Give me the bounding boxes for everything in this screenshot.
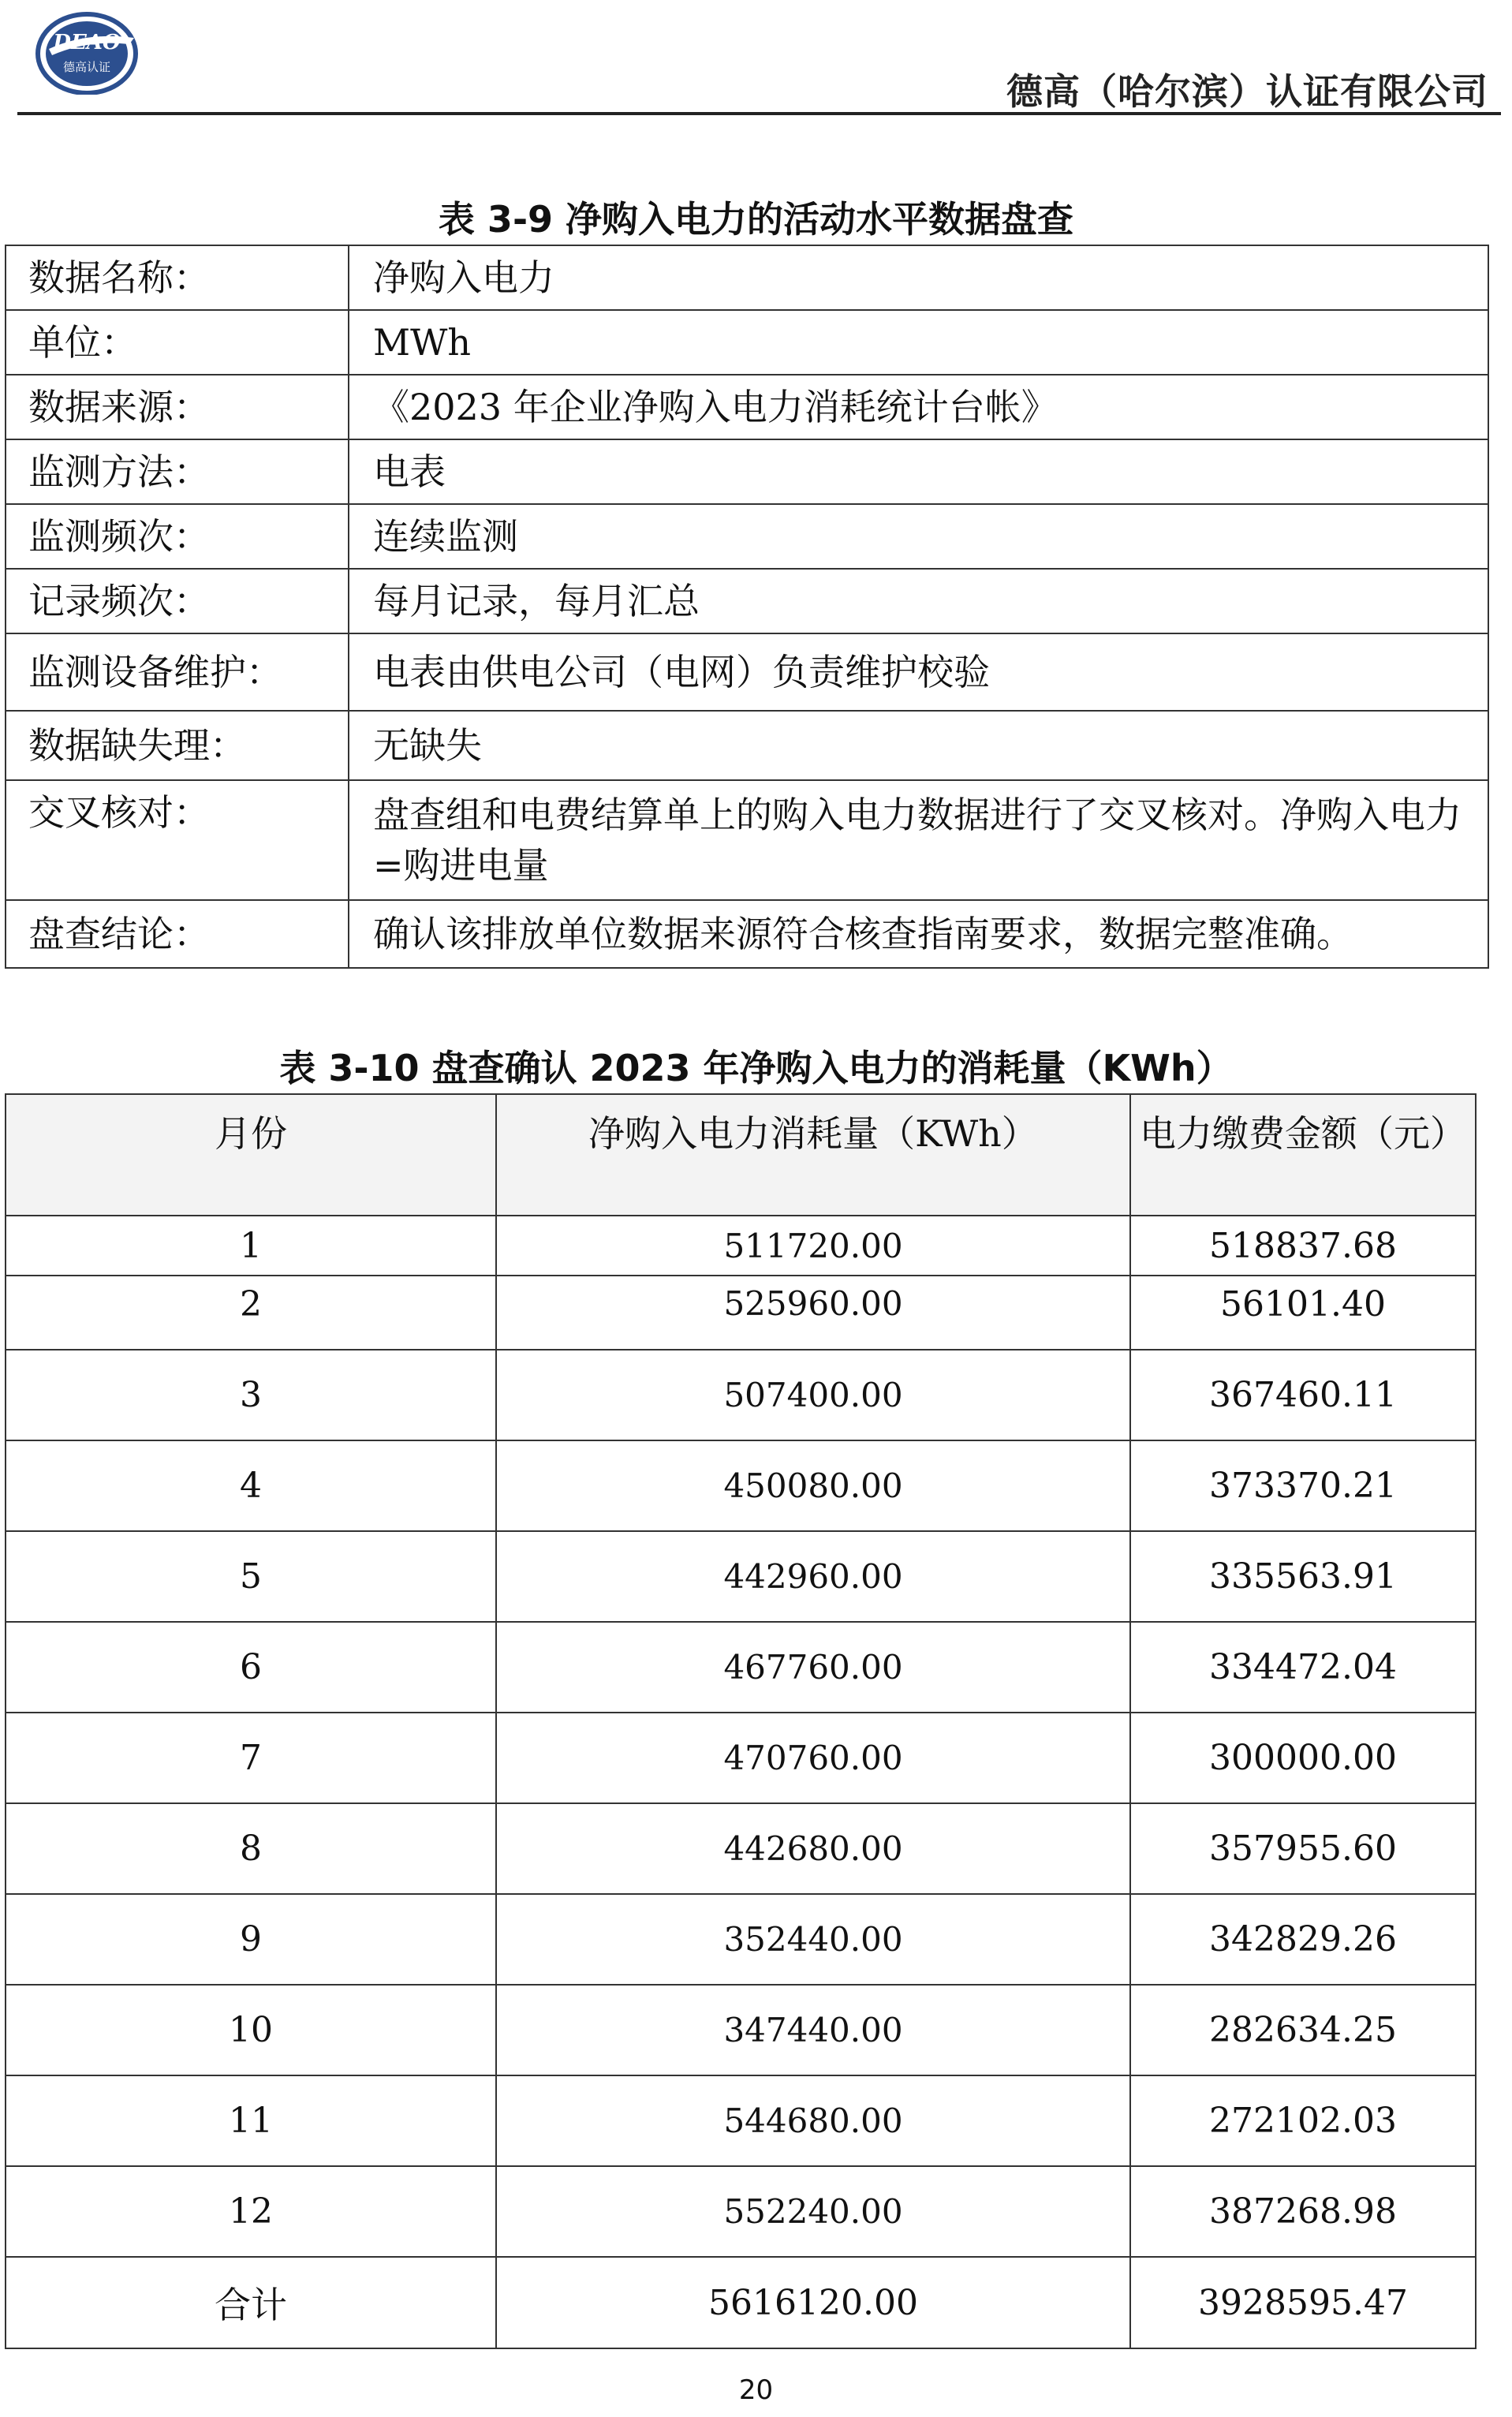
logo-text-bottom: 德高认证 — [62, 60, 111, 74]
fee-cell: 357955.60 — [1130, 1803, 1476, 1894]
table-row — [6, 900, 1488, 968]
row-label: 交叉核对： — [6, 780, 349, 900]
table-row — [6, 1622, 1476, 1713]
consumption-cell: 442680.00 — [496, 1803, 1130, 1894]
row-label: 数据来源： — [6, 375, 349, 439]
header-divider — [17, 112, 1501, 115]
row-value: 每月记录，每月汇总 — [349, 569, 1488, 633]
row-label: 记录频次： — [6, 569, 349, 633]
table-row — [6, 504, 1488, 569]
row-label: 监测设备维护： — [6, 633, 349, 711]
consumption-table — [5, 1093, 1477, 2349]
month-cell: 8 — [6, 1803, 496, 1894]
row-label: 盘查结论： — [6, 900, 349, 968]
table-row — [6, 569, 1488, 633]
fee-cell: 335563.91 — [1130, 1531, 1476, 1622]
header-row — [6, 1094, 1476, 1216]
consumption-cell: 467760.00 — [496, 1622, 1130, 1713]
fee-cell: 272102.03 — [1130, 2075, 1476, 2166]
row-value: 电表 — [349, 439, 1488, 504]
table-row — [6, 439, 1488, 504]
activity-data-table — [5, 245, 1489, 969]
consumption-cell: 352440.00 — [496, 1894, 1130, 1985]
page-number: 20 — [738, 2374, 774, 2406]
consumption-cell: 544680.00 — [496, 2075, 1130, 2166]
total-consumption-cell: 5616120.00 — [496, 2257, 1130, 2348]
month-cell: 11 — [6, 2075, 496, 2166]
month-cell: 12 — [6, 2166, 496, 2257]
consumption-cell: 347440.00 — [496, 1985, 1130, 2075]
month-cell: 6 — [6, 1622, 496, 1713]
column-header-fee: 电力缴费金额（元） — [1130, 1094, 1476, 1216]
table1-caption: 表 3-9 净购入电力的活动水平数据盘查 — [438, 198, 1074, 241]
row-label: 数据缺失理： — [6, 711, 349, 780]
consumption-cell: 507400.00 — [496, 1350, 1130, 1440]
fee-cell: 342829.26 — [1130, 1894, 1476, 1985]
month-cell: 4 — [6, 1440, 496, 1531]
row-value: MWh — [349, 310, 1488, 375]
month-cell: 1 — [6, 1216, 496, 1276]
consumption-cell: 511720.00 — [496, 1216, 1130, 1276]
column-header-month: 月份 — [6, 1094, 496, 1216]
consumption-cell: 442960.00 — [496, 1531, 1130, 1622]
table-row — [6, 2166, 1476, 2257]
consumption-cell: 470760.00 — [496, 1713, 1130, 1803]
company-name: 德高（哈尔滨）认证有限公司 — [1006, 70, 1488, 113]
table-row — [6, 1531, 1476, 1622]
row-label: 监测方法： — [6, 439, 349, 504]
fee-cell: 300000.00 — [1130, 1713, 1476, 1803]
fee-cell: 367460.11 — [1130, 1350, 1476, 1440]
table-row — [6, 310, 1488, 375]
consumption-cell: 525960.00 — [496, 1276, 1130, 1350]
row-value: 盘查组和电费结算单上的购入电力数据进行了交叉核对。净购入电力=购进电量 — [349, 780, 1488, 900]
company-logo — [33, 8, 142, 95]
table-row — [6, 1350, 1476, 1440]
table-row — [6, 2075, 1476, 2166]
row-value: 连续监测 — [349, 504, 1488, 569]
fee-cell: 56101.40 — [1130, 1276, 1476, 1350]
fee-cell: 373370.21 — [1130, 1440, 1476, 1531]
row-value: 《2023 年企业净购入电力消耗统计台帐》 — [349, 375, 1488, 439]
row-label: 监测频次： — [6, 504, 349, 569]
logo-text-top: DEAO — [53, 31, 121, 54]
table-row — [6, 1440, 1476, 1531]
month-cell: 7 — [6, 1713, 496, 1803]
row-value: 确认该排放单位数据来源符合核查指南要求，数据完整准确。 — [349, 900, 1488, 968]
table-row — [6, 780, 1488, 900]
row-label: 数据名称： — [6, 245, 349, 310]
consumption-cell: 450080.00 — [496, 1440, 1130, 1531]
fee-cell: 518837.68 — [1130, 1216, 1476, 1276]
month-cell: 2 — [6, 1276, 496, 1350]
table-row — [6, 1894, 1476, 1985]
fee-cell: 387268.98 — [1130, 2166, 1476, 2257]
total-row — [6, 2257, 1476, 2348]
month-cell: 3 — [6, 1350, 496, 1440]
row-value: 电表由供电公司（电网）负责维护校验 — [349, 633, 1488, 711]
month-cell: 9 — [6, 1894, 496, 1985]
row-value: 无缺失 — [349, 711, 1488, 780]
table-row — [6, 633, 1488, 711]
table-row — [6, 711, 1488, 780]
table-row — [6, 1713, 1476, 1803]
table-row — [6, 375, 1488, 439]
consumption-cell: 552240.00 — [496, 2166, 1130, 2257]
table-row — [6, 245, 1488, 310]
month-cell: 10 — [6, 1985, 496, 2075]
month-cell: 5 — [6, 1531, 496, 1622]
table2-caption: 表 3-10 盘查确认 2023 年净购入电力的消耗量（KWh） — [279, 1047, 1233, 1089]
row-label: 单位： — [6, 310, 349, 375]
total-fee-cell: 3928595.47 — [1130, 2257, 1476, 2348]
row-value: 净购入电力 — [349, 245, 1488, 310]
table-row — [6, 1276, 1476, 1350]
table-row — [6, 1216, 1476, 1276]
fee-cell: 334472.04 — [1130, 1622, 1476, 1713]
column-header-consumption: 净购入电力消耗量（KWh） — [496, 1094, 1130, 1216]
table-row — [6, 1985, 1476, 2075]
total-label-cell: 合计 — [6, 2257, 496, 2348]
fee-cell: 282634.25 — [1130, 1985, 1476, 2075]
table-row — [6, 1803, 1476, 1894]
